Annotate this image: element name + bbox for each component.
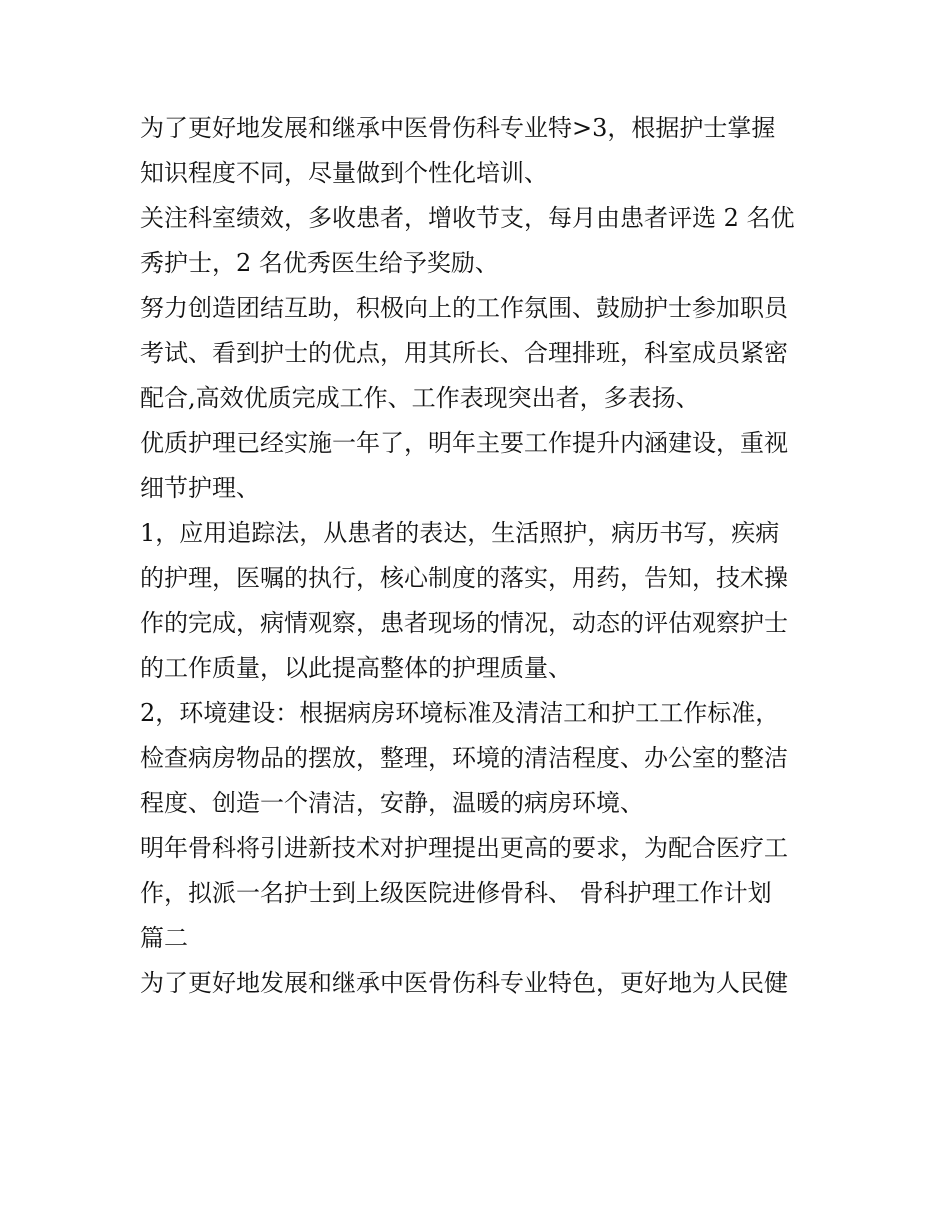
section-heading: 篇二 [140, 924, 188, 952]
text-line: 为了更好地发展和继承中医骨伤科专业特>3，根据护士掌握 [140, 114, 776, 142]
text-line: 1，应用追踪法，从患者的表达，生活照护，病历书写，疾病 [140, 519, 780, 547]
text-line: 2，环境建设：根据病房环境标准及清洁工和护工工作标准， [140, 699, 780, 727]
text-line: 考试、看到护士的优点，用其所长、合理排班，科室成员紧密 [140, 339, 788, 367]
text-line: 秀护士，2 名优秀医生给予奖励、 [140, 249, 499, 277]
text-line: 的护理，医嘱的执行，核心制度的落实，用药，告知，技术操 [140, 564, 788, 592]
text-line: 关注科室绩效，多收患者，增收节支，每月由患者评选 2 名优 [140, 204, 795, 232]
document-body [140, 106, 830, 1006]
text-line: 作，拟派一名护士到上级医院进修骨科、 骨科护理工作计划 [140, 879, 772, 907]
text-line: 为了更好地发展和继承中医骨伤科专业特色，更好地为人民健 [140, 969, 788, 997]
text-line: 知识程度不同，尽量做到个性化培训、 [140, 159, 548, 187]
text-line: 的工作质量，以此提高整体的护理质量、 [140, 654, 572, 682]
text-line: 细节护理、 [140, 474, 260, 502]
text-line: 努力创造团结互助，积极向上的工作氛围、鼓励护士参加职员 [140, 294, 788, 322]
text-line: 程度、创造一个清洁，安静，温暖的病房环境、 [140, 789, 644, 817]
text-line: 优质护理已经实施一年了，明年主要工作提升内涵建设，重视 [140, 429, 788, 457]
text-line: 明年骨科将引进新技术对护理提出更高的要求，为配合医疗工 [140, 834, 788, 862]
text-line: 配合,高效优质完成工作、工作表现突出者，多表扬、 [140, 384, 700, 412]
text-line: 作的完成，病情观察，患者现场的情况，动态的评估观察护士 [140, 609, 788, 637]
text-line: 检查病房物品的摆放，整理，环境的清洁程度、办公室的整洁 [140, 744, 788, 772]
